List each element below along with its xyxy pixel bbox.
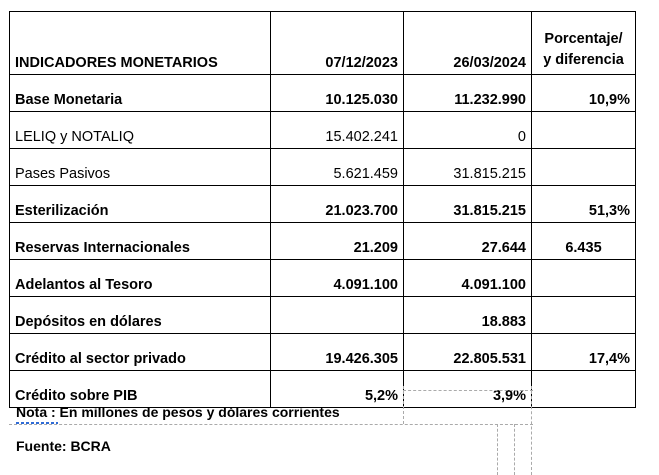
row-value-2[interactable]: 31.815.215 — [404, 186, 532, 223]
header-percentage-line2: y diferencia — [543, 52, 624, 68]
header-percentage[interactable] — [532, 12, 636, 75]
row-percentage[interactable]: 6.435 — [532, 223, 636, 260]
row-percentage[interactable] — [532, 149, 636, 186]
row-value-2[interactable]: 0 — [404, 112, 532, 149]
row-value-2[interactable]: 18.883 — [404, 297, 532, 334]
row-value-1[interactable] — [271, 297, 404, 334]
row-value-1[interactable]: 19.426.305 — [271, 334, 404, 371]
table-row — [10, 75, 636, 112]
row-percentage[interactable] — [532, 297, 636, 334]
row-value-2[interactable]: 22.805.531 — [404, 334, 532, 371]
row-label[interactable]: Adelantos al Tesoro — [10, 260, 271, 297]
table-row — [10, 112, 636, 149]
row-percentage[interactable]: 10,9% — [532, 75, 636, 112]
gridline — [531, 386, 532, 475]
row-value-2[interactable]: 4.091.100 — [404, 260, 532, 297]
row-percentage[interactable] — [532, 371, 636, 408]
row-value-1[interactable]: 10.125.030 — [271, 75, 404, 112]
row-value-2[interactable]: 3,9% — [404, 371, 532, 408]
note-text[interactable]: Nota : En millones de pesos y dólares corrientes — [16, 404, 340, 420]
row-value-1[interactable]: 5,2% — [271, 371, 404, 408]
row-value-1[interactable]: 21.209 — [271, 223, 404, 260]
notes-area — [9, 386, 533, 475]
gridline — [403, 386, 404, 424]
row-value-1[interactable]: 5.621.459 — [271, 149, 404, 186]
gridline — [497, 424, 498, 475]
row-label[interactable]: Crédito sobre PIB — [10, 371, 271, 408]
row-label[interactable]: Esterilización — [10, 186, 271, 223]
table-row — [10, 223, 636, 260]
header-percentage-line1: Porcentaje/ — [544, 31, 623, 47]
row-percentage[interactable] — [532, 112, 636, 149]
row-label[interactable]: LELIQ y NOTALIQ — [10, 112, 271, 149]
row-label[interactable]: Base Monetaria — [10, 75, 271, 112]
row-value-2[interactable]: 31.815.215 — [404, 149, 532, 186]
row-value-1[interactable]: 4.091.100 — [271, 260, 404, 297]
row-percentage[interactable]: 51,3% — [532, 186, 636, 223]
header-indicator[interactable]: INDICADORES MONETARIOS — [10, 12, 271, 75]
gridline — [514, 424, 515, 475]
header-row — [10, 12, 636, 75]
source-text[interactable]: Fuente: BCRA — [16, 438, 111, 454]
row-value-1[interactable]: 15.402.241 — [271, 112, 404, 149]
table-row — [10, 149, 636, 186]
row-value-1[interactable]: 21.023.700 — [271, 186, 404, 223]
table-row — [10, 297, 636, 334]
spellcheck-underline — [16, 422, 58, 424]
row-label[interactable]: Reservas Internacionales — [10, 223, 271, 260]
table-row — [10, 186, 636, 223]
gridline — [403, 390, 533, 391]
gridline — [9, 424, 533, 425]
header-date-2[interactable]: 26/03/2024 — [404, 12, 532, 75]
row-label[interactable]: Crédito al sector privado — [10, 334, 271, 371]
table-row — [10, 260, 636, 297]
row-label[interactable]: Pases Pasivos — [10, 149, 271, 186]
row-percentage[interactable]: 17,4% — [532, 334, 636, 371]
table-row — [10, 334, 636, 371]
header-date-1[interactable]: 07/12/2023 — [271, 12, 404, 75]
row-value-2[interactable]: 11.232.990 — [404, 75, 532, 112]
row-label[interactable]: Depósitos en dólares — [10, 297, 271, 334]
row-percentage[interactable] — [532, 260, 636, 297]
monetary-indicators-table — [9, 11, 636, 408]
row-value-2[interactable]: 27.644 — [404, 223, 532, 260]
